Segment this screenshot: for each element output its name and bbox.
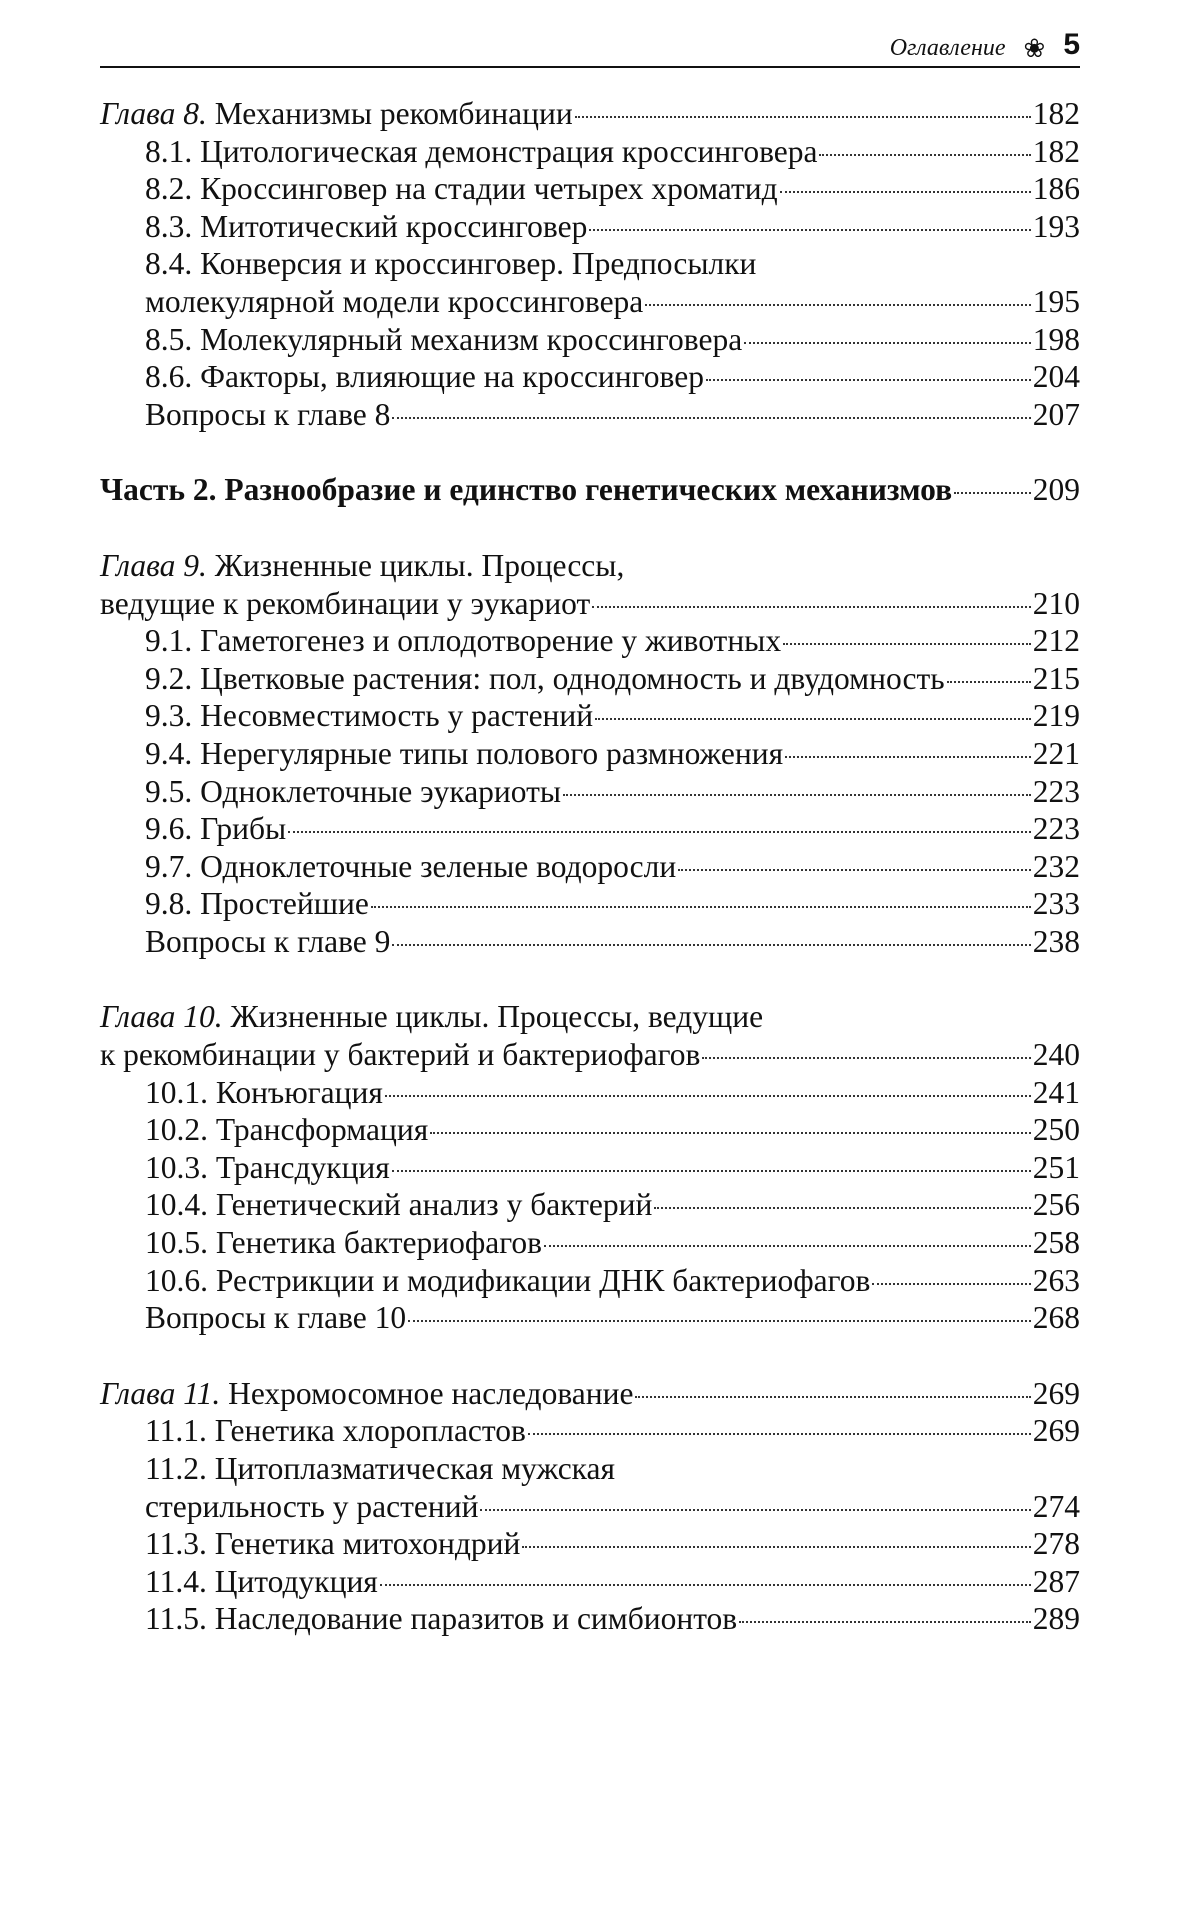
page-ref: 251 (1032, 1149, 1080, 1185)
page-ref: 212 (1032, 623, 1080, 659)
page-ref: 186 (1032, 171, 1080, 207)
section-title: 10.1. Конъюгация (145, 1074, 383, 1110)
section-entry[interactable] (100, 170, 1080, 208)
dot-leader (408, 1296, 1031, 1322)
section-title: 8.1. Цитологическая демонстрация кроссинговера (145, 133, 818, 169)
section-entry[interactable] (100, 283, 1080, 321)
page-ref: 274 (1032, 1488, 1080, 1524)
dot-leader (706, 355, 1031, 381)
page-number: 5 (1063, 28, 1080, 61)
chapter-label: Глава 9. (100, 547, 207, 583)
page-ref: 215 (1032, 660, 1080, 696)
section-title: 10.3. Трансдукция (145, 1149, 390, 1185)
section-entry-line1[interactable] (100, 1450, 1080, 1488)
section-entry[interactable] (100, 396, 1080, 434)
chapter-title: к рекомбинации у бактерий и бактериофагов (100, 1037, 701, 1073)
chapter-title: ведущие к рекомбинации у эукариот (100, 585, 591, 621)
dot-leader (575, 92, 1031, 118)
section-title: стерильность у растений (145, 1488, 479, 1524)
section-entry[interactable] (100, 208, 1080, 246)
chapter-label: Глава 8. (100, 96, 207, 131)
page-ref: 240 (1032, 1037, 1080, 1073)
page-ref: 241 (1032, 1074, 1080, 1110)
dot-leader (702, 1033, 1030, 1059)
section-entry[interactable] (100, 1299, 1080, 1337)
section-entry[interactable] (100, 1488, 1080, 1526)
dot-leader (645, 280, 1030, 306)
chapter-label: Глава 10. (100, 999, 223, 1035)
dot-leader (954, 468, 1031, 494)
dot-leader (392, 920, 1030, 946)
section-title: 9.3. Несовместимость у растений (145, 698, 594, 734)
page-ref: 182 (1032, 96, 1080, 131)
section-entry[interactable] (100, 622, 1080, 660)
chapter-title: Нехромосомное наследование (228, 1375, 634, 1411)
section-title: 8.5. Молекулярный механизм кроссинговера (145, 321, 743, 357)
dot-leader (819, 130, 1030, 156)
page-ref: 182 (1032, 133, 1080, 169)
dot-leader (288, 807, 1031, 833)
section-title: 9.8. Простейшие (145, 886, 369, 922)
section-entry[interactable] (100, 885, 1080, 923)
page-ref: 219 (1032, 698, 1080, 734)
section-entry[interactable] (100, 321, 1080, 359)
section-title: 9.4. Нерегулярные типы полового размножения (145, 735, 784, 771)
dot-leader (371, 882, 1031, 908)
section-entry[interactable] (100, 735, 1080, 773)
page-ref: 263 (1032, 1262, 1080, 1298)
section-title: 8.6. Факторы, влияющие на кроссинговер (145, 359, 704, 395)
part-2-entry[interactable] (100, 471, 1080, 509)
section-entry[interactable] (100, 848, 1080, 886)
section-title: 9.1. Гаметогенез и оплодотворение у животных (145, 623, 782, 659)
chapter-9-entry[interactable] (100, 585, 1080, 623)
section-entry-line1[interactable] (100, 245, 1080, 283)
section-title: 9.6. Грибы (145, 811, 287, 847)
section-entry[interactable] (100, 923, 1080, 961)
dot-leader (392, 393, 1030, 419)
section-entry[interactable] (100, 358, 1080, 396)
dot-leader (947, 657, 1031, 683)
dot-leader (785, 732, 1031, 758)
section-entry[interactable] (100, 1074, 1080, 1112)
chapter-title: Жизненные циклы. Процессы, (214, 547, 625, 583)
page-ref: 256 (1032, 1187, 1080, 1223)
page-ref: 221 (1032, 735, 1080, 771)
section-title: 10.4. Генетический анализ у бактерий (145, 1187, 653, 1223)
section-title: 10.5. Генетика бактериофагов (145, 1225, 542, 1261)
dot-leader (480, 1485, 1030, 1511)
chapter-11-entry[interactable] (100, 1375, 1080, 1413)
section-entry[interactable] (100, 1262, 1080, 1300)
section-title: Вопросы к главе 9 (145, 923, 391, 959)
chapter-title: Жизненные циклы. Процессы, ведущие (230, 999, 764, 1035)
dot-leader (392, 1146, 1031, 1172)
section-entry[interactable] (100, 1412, 1080, 1450)
page-ref: 287 (1032, 1563, 1080, 1599)
section-entry[interactable] (100, 810, 1080, 848)
section-entry[interactable] (100, 697, 1080, 735)
section-title: Вопросы к главе 8 (145, 396, 391, 432)
dot-leader (380, 1560, 1031, 1586)
dot-leader (385, 1071, 1031, 1097)
page-ref: 223 (1032, 811, 1080, 847)
dot-leader (563, 770, 1031, 796)
section-entry[interactable] (100, 1111, 1080, 1149)
dot-leader (430, 1108, 1031, 1134)
page-ref: 278 (1032, 1526, 1080, 1562)
section-entry[interactable] (100, 1149, 1080, 1187)
dot-leader (592, 582, 1030, 608)
section-entry[interactable] (100, 1563, 1080, 1601)
section-title: 10.2. Трансформация (145, 1112, 429, 1148)
dot-leader (589, 205, 1030, 231)
dot-leader (522, 1522, 1030, 1548)
page-ref: 233 (1032, 886, 1080, 922)
page-ref: 250 (1032, 1112, 1080, 1148)
chapter-9-entry-line1[interactable] (100, 547, 1080, 585)
page-ref: 210 (1032, 585, 1080, 621)
section-entry[interactable] (100, 133, 1080, 171)
page-ref: 269 (1032, 1375, 1080, 1411)
section-title: 11.3. Генетика митохондрий (145, 1526, 521, 1562)
dot-leader (635, 1372, 1030, 1398)
dot-leader (780, 167, 1031, 193)
table-of-contents (100, 95, 1080, 1638)
running-header (100, 24, 1080, 68)
section-entry[interactable] (100, 1186, 1080, 1224)
part-title: Часть 2. Разнообразие и единство генетических механизмов (100, 472, 953, 508)
section-entry[interactable] (100, 773, 1080, 811)
page-ref: 198 (1032, 321, 1080, 357)
section-title: 8.2. Кроссинговер на стадии четырех хроматид (145, 171, 778, 207)
page-ref: 232 (1032, 848, 1080, 884)
chapter-10-entry[interactable] (100, 1036, 1080, 1074)
section-title: 9.2. Цветковые растения: пол, однодомность и двудомность (145, 660, 945, 696)
page-ref: 204 (1032, 359, 1080, 395)
page-ref: 269 (1032, 1413, 1080, 1449)
section-title: молекулярной модели кроссинговера (145, 283, 644, 319)
section-title: 8.3. Митотический кроссинговер (145, 208, 588, 244)
dot-leader (528, 1409, 1031, 1435)
dot-leader (544, 1221, 1031, 1247)
flower-ornament-icon: ❀ (1023, 34, 1046, 63)
section-title: 11.5. Наследование паразитов и симбионтов (145, 1601, 738, 1637)
page-ref: 207 (1032, 396, 1080, 432)
page-ref: 238 (1032, 923, 1080, 959)
page-ref: 209 (1032, 472, 1080, 508)
chapter-label: Глава 11. (100, 1375, 221, 1411)
page-ref: 289 (1032, 1601, 1080, 1637)
page-ref: 223 (1032, 773, 1080, 809)
dot-leader (595, 694, 1031, 720)
section-title: 11.4. Цитодукция (145, 1563, 378, 1599)
chapter-8-entry[interactable] (100, 95, 1080, 133)
section-entry[interactable] (100, 1525, 1080, 1563)
page-ref: 195 (1032, 283, 1080, 319)
chapter-title: Механизмы рекомбинации (214, 96, 573, 131)
page-ref: 193 (1032, 208, 1080, 244)
dot-leader (783, 619, 1031, 645)
section-title: 11.2. Цитоплазматическая мужская (145, 1451, 615, 1486)
section-entry[interactable] (100, 660, 1080, 698)
chapter-10-entry-line1[interactable] (100, 998, 1080, 1036)
dot-leader (678, 845, 1031, 871)
dot-leader (872, 1259, 1030, 1285)
dot-leader (744, 318, 1031, 344)
section-title: 11.1. Генетика хлоропластов (145, 1413, 526, 1449)
section-entry[interactable] (100, 1600, 1080, 1638)
section-title: 9.5. Одноклеточные эукариоты (145, 773, 562, 809)
page-ref: 258 (1032, 1225, 1080, 1261)
dot-leader (654, 1183, 1030, 1209)
section-title: 10.6. Рестрикции и модификации ДНК бактериофагов (145, 1262, 871, 1298)
dot-leader (739, 1597, 1031, 1623)
page-ref: 268 (1032, 1300, 1080, 1336)
section-title: 9.7. Одноклеточные зеленые водоросли (145, 848, 677, 884)
section-title: Вопросы к главе 10 (145, 1300, 407, 1336)
section-entry[interactable] (100, 1224, 1080, 1262)
section-title: 8.4. Конверсия и кроссинговер. Предпосылки (145, 246, 757, 282)
running-title: Оглавление (889, 35, 1006, 61)
